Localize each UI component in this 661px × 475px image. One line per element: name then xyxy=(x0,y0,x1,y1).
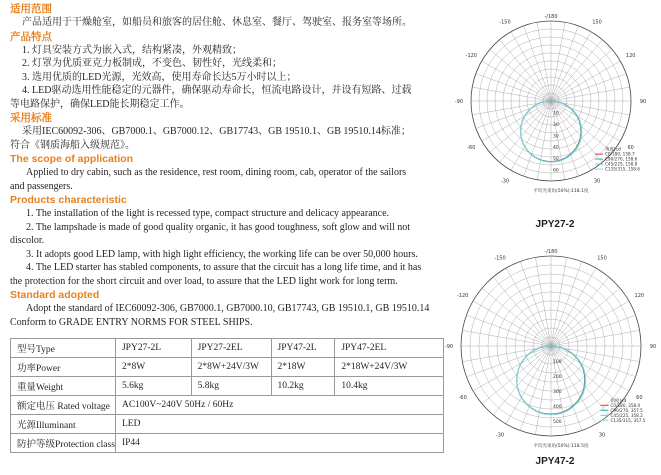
table-cell: 额定电压 Rated voltage xyxy=(11,396,116,415)
diagram-model-label: JPY47-2 xyxy=(535,456,575,467)
standard-cn-title: 采用标准 xyxy=(10,112,52,124)
table-cell: JPY27-2L xyxy=(115,339,191,358)
angle-label: 120 xyxy=(634,293,645,299)
legend-title: 角度|cd xyxy=(610,398,627,404)
table-cell: 2*18W+24V/3W xyxy=(335,358,444,377)
radial-label: 20 xyxy=(553,122,559,128)
radial-label: 300 xyxy=(553,390,562,395)
legend-entry: C135/315, 357.5 xyxy=(610,417,646,423)
legend-title: 角度|cd xyxy=(605,147,621,153)
scope-en-line: and passengers. xyxy=(10,180,73,192)
standard-cn-line: 采用IEC60092-306、GB7000.1、GB7000.12、GB17743、GB 19510.1、GB 19510.14标准； xyxy=(22,126,411,137)
angle-label: -30 xyxy=(500,178,510,185)
angle-label: -120 xyxy=(456,293,469,299)
angle-label: 90 xyxy=(639,99,647,105)
angle-label: -60 xyxy=(467,145,476,151)
legend-entry: C0/180, 158.7 xyxy=(605,151,635,157)
table-cell: JPY27-2EL xyxy=(191,339,271,358)
angle-label: 60 xyxy=(627,145,634,151)
table-cell: AC100V~240V 50Hz / 60Hz xyxy=(115,396,443,415)
angle-label: 60 xyxy=(636,395,643,401)
angle-label: 150 xyxy=(597,255,607,262)
distribution-curve xyxy=(521,101,582,162)
beam-angle-caption: 平均光束角(50%):118.5度 xyxy=(533,444,589,449)
spec-table xyxy=(10,338,444,453)
table-cell: JPY47-2L xyxy=(271,339,335,358)
scope-cn-text: 产品适用于干燥舱室，如船员和旅客的居住舱、休息室、餐厅、驾驶室、报务室等场所。 xyxy=(22,17,412,28)
angle-label: -90 xyxy=(454,99,464,105)
product-description xyxy=(10,2,450,329)
table-cell: JPY47-2EL xyxy=(335,339,444,358)
angle-label: -120 xyxy=(465,53,478,59)
radial-label: 500 xyxy=(553,420,562,425)
features-en-line: 1. The installation of the light is recessed type, compact structure and delicacy appearance. xyxy=(26,208,390,219)
features-en-line: discolor. xyxy=(10,235,45,246)
radial-label: 10 xyxy=(553,111,559,117)
scope-en-line: Applied to dry cabin, such as the residence, rest room, dining room, cab, operator of the sailors xyxy=(26,167,407,178)
radial-label: 400 xyxy=(553,405,562,410)
legend-entry: C90/270, 357.5 xyxy=(610,407,643,413)
angle-label: 30 xyxy=(593,178,601,185)
table-cell: 5.8kg xyxy=(191,377,271,396)
table-cell: 功率Power xyxy=(11,358,116,377)
table-cell: 重量Weight xyxy=(11,377,116,396)
features-en-line: the protection for the short circuit and over load, to assure that the LED light work for long term. xyxy=(10,275,398,287)
features-en-line: 3. It adopts good LED lamp, with high light efficiency, the working life can be over 50,000 hours. xyxy=(26,248,418,260)
angle-label: 30 xyxy=(598,432,606,439)
features-en-line: 2. The lampshade is made of good quality organic, it has good toughness, soft glow and will not xyxy=(26,221,411,233)
top-angle-label: -/180 xyxy=(544,249,558,255)
table-cell: IP44 xyxy=(115,434,443,453)
radial-label: 40 xyxy=(553,145,559,151)
features-cn-line: 3. 选用优质的LED光源，光效高，使用寿命长达5万小时以上； xyxy=(22,71,297,83)
angle-label: -30 xyxy=(495,432,505,439)
table-cell: 5.6kg xyxy=(115,377,191,396)
polar-light-distribution-diagram xyxy=(444,234,657,452)
radial-label: 60 xyxy=(553,168,559,174)
scope-en-title: The scope of application xyxy=(10,153,134,165)
angle-label: -90 xyxy=(444,344,454,350)
legend-entry: C135/315, 158.6 xyxy=(605,166,640,172)
table-cell: 10.2kg xyxy=(271,377,335,396)
features-cn-line: 4. LED驱动选用性能稳定的元器件，确保驱动寿命长，恒流电路设计，并设有短路、过载 xyxy=(22,85,412,96)
radial-label: 30 xyxy=(553,134,559,140)
features-en-line: 4. The LED starter has stabled components, to assure that the circuit has a long life time, and it has xyxy=(26,262,422,273)
beam-angle-caption: 平均光束角(50%):118.1度 xyxy=(533,189,589,194)
standard-en-line: Conform to GRADE ENTRY NORMS FOR STEEL SHIPS. xyxy=(10,316,253,328)
table-row xyxy=(11,415,444,434)
table-row xyxy=(11,339,444,358)
table-row xyxy=(11,377,444,396)
table-row xyxy=(11,396,444,415)
radial-label: 50 xyxy=(553,157,559,163)
table-cell: LED xyxy=(115,415,443,434)
angle-label: 90 xyxy=(649,344,657,350)
distribution-curve xyxy=(517,346,586,415)
top-angle-label: -/180 xyxy=(544,14,558,20)
legend-entry: C45/225, 358.2 xyxy=(610,412,643,418)
angle-label: 120 xyxy=(625,53,636,59)
polar-light-distribution-diagram xyxy=(455,0,655,200)
angle-label: -150 xyxy=(499,19,511,26)
radial-label: 200 xyxy=(553,375,562,380)
table-cell: 2*8W+24V/3W xyxy=(191,358,271,377)
legend-entry: C45/225, 158.8 xyxy=(605,161,638,167)
diagram-model-label: JPY27-2 xyxy=(535,219,575,230)
angle-label: -60 xyxy=(458,395,467,401)
standard-en-line: Adopt the standard of IEC60092-306, GB7000.1, GB7000.10, GB17743, GB 19510.1, GB 19510.14 xyxy=(26,303,430,314)
features-cn-line: 2. 灯罩为优质亚克力板制成，不变色、韧性好，光线柔和； xyxy=(22,58,282,69)
standard-cn-line: 符合《钢质海船入级规范》。 xyxy=(10,139,135,151)
table-cell: 10.4kg xyxy=(335,377,444,396)
scope-cn-title: 适用范围 xyxy=(10,3,52,15)
features-cn-title: 产品特点 xyxy=(10,30,52,43)
standard-en-title: Standard adopted xyxy=(10,289,100,301)
radial-label: 100 xyxy=(553,360,562,365)
table-cell: 2*8W xyxy=(115,358,191,377)
angle-label: -150 xyxy=(494,255,506,262)
features-en-title: Products characteristic xyxy=(10,194,127,206)
legend-entry: C90/270, 158.6 xyxy=(605,156,638,162)
legend-entry: C0/180, 358.0 xyxy=(610,402,641,408)
table-cell: 型号Type xyxy=(11,339,116,358)
table-row xyxy=(11,358,444,377)
table-row xyxy=(11,434,444,453)
features-cn-line: 等电路保护，确保LED能长期稳定工作。 xyxy=(10,98,190,110)
table-cell: 2*18W xyxy=(271,358,335,377)
angle-label: 150 xyxy=(592,19,602,26)
table-cell: 光源Illuminant xyxy=(11,415,116,434)
table-cell: 防护等级Protection class xyxy=(11,434,116,453)
features-cn-line: 1. 灯具安装方式为嵌入式，结构紧凑，外观精致； xyxy=(22,44,242,56)
